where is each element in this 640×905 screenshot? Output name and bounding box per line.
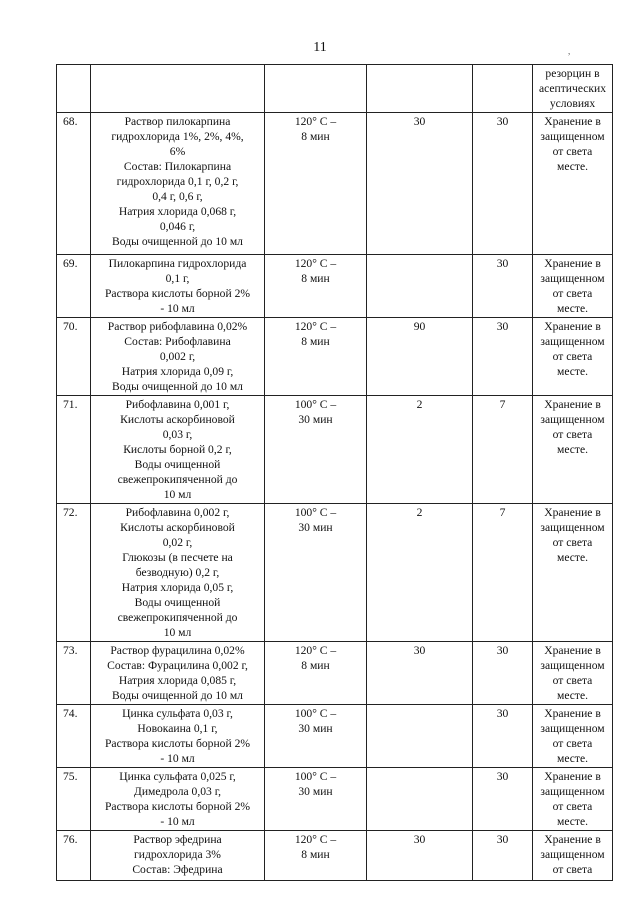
storage-cell-line: Хранение в: [544, 833, 601, 846]
storage-cell-line: Хранение в: [544, 320, 601, 333]
composition-cell-line: Кислоты аскорбиновой: [120, 413, 235, 426]
storage-cell: [533, 705, 613, 768]
storage-cell-line: месте.: [556, 443, 589, 456]
storage-cell-line: месте.: [556, 689, 589, 702]
table-row: [57, 396, 613, 504]
sterilization-cell: [265, 768, 367, 831]
item-number-cell: 68.: [57, 113, 91, 255]
composition-cell: [91, 504, 265, 642]
composition-cell-line: гидрохлорида 1%, 2%, 4%,: [111, 130, 244, 143]
expiry-b-cell: 30: [473, 113, 533, 255]
item-number-cell: 71.: [57, 396, 91, 504]
storage-cell-line: месте.: [556, 365, 589, 378]
composition-cell: [91, 705, 265, 768]
composition-cell-line: Пилокарпина гидрохлорида: [108, 257, 247, 270]
storage-cell-line: защищенном: [540, 722, 605, 735]
sterilization-cell-line: 30 мин: [298, 413, 333, 426]
storage-cell-line: месте.: [556, 551, 589, 564]
item-number-cell: 72.: [57, 504, 91, 642]
storage-cell: [533, 396, 613, 504]
composition-cell-line: Натрия хлорида 0,085 г,: [118, 674, 237, 687]
table-row: [57, 65, 613, 113]
scan-mark: ,: [568, 46, 571, 56]
storage-cell-line: месте.: [556, 815, 589, 828]
storage-cell-line: защищенном: [540, 521, 605, 534]
expiry-a-cell: 30: [367, 831, 473, 881]
sterilization-cell-line: 120° С –: [294, 115, 337, 128]
storage-cell-line: от света: [552, 145, 593, 158]
storage-cell: [533, 642, 613, 705]
sterilization-cell: [265, 113, 367, 255]
storage-cell: [533, 113, 613, 255]
expiry-b-cell: 30: [473, 255, 533, 318]
composition-cell-line: 0,046 г,: [159, 220, 196, 233]
expiry-a-cell: 90: [367, 318, 473, 396]
item-number-cell: 75.: [57, 768, 91, 831]
storage-cell: [533, 504, 613, 642]
storage-cell-line: Хранение в: [544, 398, 601, 411]
expiry-a-cell: 2: [367, 396, 473, 504]
composition-cell-line: Состав: Эфедрина: [132, 863, 223, 876]
composition-cell-line: Раствора кислоты борной 2%: [104, 737, 251, 750]
sterilization-cell: [265, 705, 367, 768]
composition-cell-line: гидрохлорида 3%: [134, 848, 221, 861]
expiry-a-cell: [367, 705, 473, 768]
expiry-b-cell: 30: [473, 318, 533, 396]
composition-cell-line: Рибофлавина 0,002 г,: [125, 506, 230, 519]
sterilization-cell: [265, 642, 367, 705]
item-number-cell: 69.: [57, 255, 91, 318]
sterilization-cell-line: 30 мин: [298, 521, 333, 534]
table-row: [57, 113, 613, 255]
sterilization-cell: [265, 396, 367, 504]
storage-cell: [533, 318, 613, 396]
composition-cell-line: Натрия хлорида 0,05 г,: [121, 581, 234, 594]
formulation-table: [56, 64, 613, 881]
composition-cell-line: Раствора кислоты борной 2%: [104, 287, 251, 300]
composition-cell-line: Цинка сульфата 0,025 г,: [119, 770, 236, 783]
expiry-b-cell: 7: [473, 504, 533, 642]
composition-cell-line: гидрохлорида 0,1 г, 0,2 г,: [116, 175, 239, 188]
sterilization-cell-line: 100° С –: [294, 506, 337, 519]
composition-cell-line: безводную) 0,2 г,: [135, 566, 220, 579]
item-number-cell: 73.: [57, 642, 91, 705]
storage-cell-line: Хранение в: [544, 506, 601, 519]
table-row: [57, 318, 613, 396]
expiry-b-cell: [473, 65, 533, 113]
sterilization-cell-line: 8 мин: [301, 130, 330, 143]
composition-cell: [91, 768, 265, 831]
expiry-b-cell: 30: [473, 705, 533, 768]
composition-cell-line: - 10 мл: [160, 752, 195, 765]
expiry-a-cell: 2: [367, 504, 473, 642]
expiry-a-cell: [367, 768, 473, 831]
composition-cell-line: Рибофлавина 0,001 г,: [125, 398, 230, 411]
storage-cell-line: Хранение в: [544, 644, 601, 657]
item-number-cell: 70.: [57, 318, 91, 396]
composition-cell-line: Воды очищенной до 10 мл: [112, 380, 243, 393]
composition-cell-line: Кислоты аскорбиновой: [120, 521, 235, 534]
composition-cell-line: Димедрола 0,03 г,: [133, 785, 222, 798]
composition-cell: [91, 255, 265, 318]
expiry-b-cell: 30: [473, 642, 533, 705]
sterilization-cell: [265, 831, 367, 881]
sterilization-cell-line: 120° С –: [294, 833, 337, 846]
composition-cell-line: Натрия хлорида 0,068 г,: [118, 205, 237, 218]
composition-cell-line: Раствор пилокарпина: [124, 115, 231, 128]
composition-cell: [91, 318, 265, 396]
composition-cell-line: Состав: Фурацилина 0,002 г,: [107, 659, 248, 672]
storage-cell-line: резорцин в: [545, 67, 600, 80]
composition-cell-line: 0,03 г,: [162, 428, 193, 441]
storage-cell-line: от света: [552, 287, 593, 300]
composition-cell-line: Цинка сульфата 0,03 г,: [122, 707, 233, 720]
storage-cell-line: от света: [552, 350, 593, 363]
composition-cell-line: Воды очищенной до 10 мл: [112, 235, 243, 248]
table-row: [57, 831, 613, 881]
storage-cell: [533, 65, 613, 113]
composition-cell-line: 0,1 г,: [165, 272, 190, 285]
composition-cell-line: Воды очищенной: [134, 458, 221, 471]
composition-cell: [91, 396, 265, 504]
storage-cell-line: Хранение в: [544, 257, 601, 270]
item-number-cell: [57, 65, 91, 113]
item-number-cell: 74.: [57, 705, 91, 768]
sterilization-cell-line: 120° С –: [294, 257, 337, 270]
storage-cell-line: от света: [552, 536, 593, 549]
storage-cell: [533, 768, 613, 831]
sterilization-cell: [265, 255, 367, 318]
sterilization-cell-line: 8 мин: [301, 335, 330, 348]
sterilization-cell-line: 120° С –: [294, 320, 337, 333]
expiry-b-cell: 30: [473, 768, 533, 831]
expiry-b-cell: 7: [473, 396, 533, 504]
sterilization-cell-line: 120° С –: [294, 644, 337, 657]
composition-cell-line: Воды очищенной до 10 мл: [112, 689, 243, 702]
composition-cell-line: Раствор рибофлавина 0,02%: [107, 320, 248, 333]
storage-cell: [533, 831, 613, 881]
table-row: [57, 642, 613, 705]
storage-cell-line: условиях: [549, 97, 596, 110]
composition-cell-line: Состав: Пилокарпина: [123, 160, 232, 173]
sterilization-cell-line: 8 мин: [301, 659, 330, 672]
composition-cell-line: Состав: Рибофлавина: [124, 335, 231, 348]
composition-cell-line: 0,02 г,: [162, 536, 193, 549]
composition-cell-line: - 10 мл: [160, 815, 195, 828]
table-row: [57, 768, 613, 831]
page-number: 11: [313, 40, 327, 55]
sterilization-cell-line: 100° С –: [294, 770, 337, 783]
storage-cell-line: от света: [552, 800, 593, 813]
composition-cell-line: Раствора кислоты борной 2%: [104, 800, 251, 813]
composition-cell-line: 0,002 г,: [159, 350, 196, 363]
storage-cell-line: Хранение в: [544, 115, 601, 128]
expiry-a-cell: 30: [367, 113, 473, 255]
composition-cell: [91, 113, 265, 255]
storage-cell-line: месте.: [556, 160, 589, 173]
storage-cell-line: месте.: [556, 752, 589, 765]
storage-cell-line: Хранение в: [544, 707, 601, 720]
table-row: [57, 255, 613, 318]
composition-cell-line: Новокаина 0,1 г,: [137, 722, 218, 735]
sterilization-cell: [265, 504, 367, 642]
storage-cell-line: защищенном: [540, 413, 605, 426]
table-body: [57, 65, 613, 881]
composition-cell-line: 6%: [169, 145, 186, 158]
table-row: [57, 504, 613, 642]
storage-cell-line: защищенном: [540, 659, 605, 672]
composition-cell-line: Раствор эфедрина: [133, 833, 222, 846]
table-row: [57, 705, 613, 768]
sterilization-cell-line: 30 мин: [298, 785, 333, 798]
expiry-a-cell: [367, 65, 473, 113]
composition-cell-line: Натрия хлорида 0,09 г,: [121, 365, 234, 378]
composition-cell: [91, 642, 265, 705]
composition-cell-line: Раствор фурацилина 0,02%: [110, 644, 245, 657]
sterilization-cell-line: 30 мин: [298, 722, 333, 735]
storage-cell: [533, 255, 613, 318]
item-number-cell: 76.: [57, 831, 91, 881]
composition-cell-line: Глюкозы (в песчете на: [122, 551, 233, 564]
storage-cell-line: защищенном: [540, 272, 605, 285]
composition-cell-line: свежепрокипяченной до: [117, 611, 238, 624]
composition-cell: [91, 831, 265, 881]
storage-cell-line: асептических: [538, 82, 607, 95]
sterilization-cell-line: 8 мин: [301, 272, 330, 285]
composition-cell-line: 10 мл: [163, 488, 192, 501]
expiry-b-cell: 30: [473, 831, 533, 881]
composition-cell-line: - 10 мл: [160, 302, 195, 315]
storage-cell-line: защищенном: [540, 785, 605, 798]
storage-cell-line: защищенном: [540, 848, 605, 861]
storage-cell-line: от света: [552, 737, 593, 750]
expiry-a-cell: 30: [367, 642, 473, 705]
composition-cell-line: Воды очищенной: [134, 596, 221, 609]
storage-cell-line: защищенном: [540, 335, 605, 348]
composition-cell-line: свежепрокипяченной до: [117, 473, 238, 486]
storage-cell-line: от света: [552, 674, 593, 687]
storage-cell-line: от света: [552, 863, 593, 876]
sterilization-cell: [265, 318, 367, 396]
composition-cell-line: 0,4 г, 0,6 г,: [152, 190, 203, 203]
composition-cell-line: 10 мл: [163, 626, 192, 639]
expiry-a-cell: [367, 255, 473, 318]
storage-cell-line: защищенном: [540, 130, 605, 143]
sterilization-cell-line: 100° С –: [294, 707, 337, 720]
sterilization-cell-line: 8 мин: [301, 848, 330, 861]
storage-cell-line: Хранение в: [544, 770, 601, 783]
storage-cell-line: от света: [552, 428, 593, 441]
storage-cell-line: месте.: [556, 302, 589, 315]
sterilization-cell-line: 100° С –: [294, 398, 337, 411]
sterilization-cell: [265, 65, 367, 113]
composition-cell-line: Кислоты борной 0,2 г,: [123, 443, 232, 456]
composition-cell: [91, 65, 265, 113]
